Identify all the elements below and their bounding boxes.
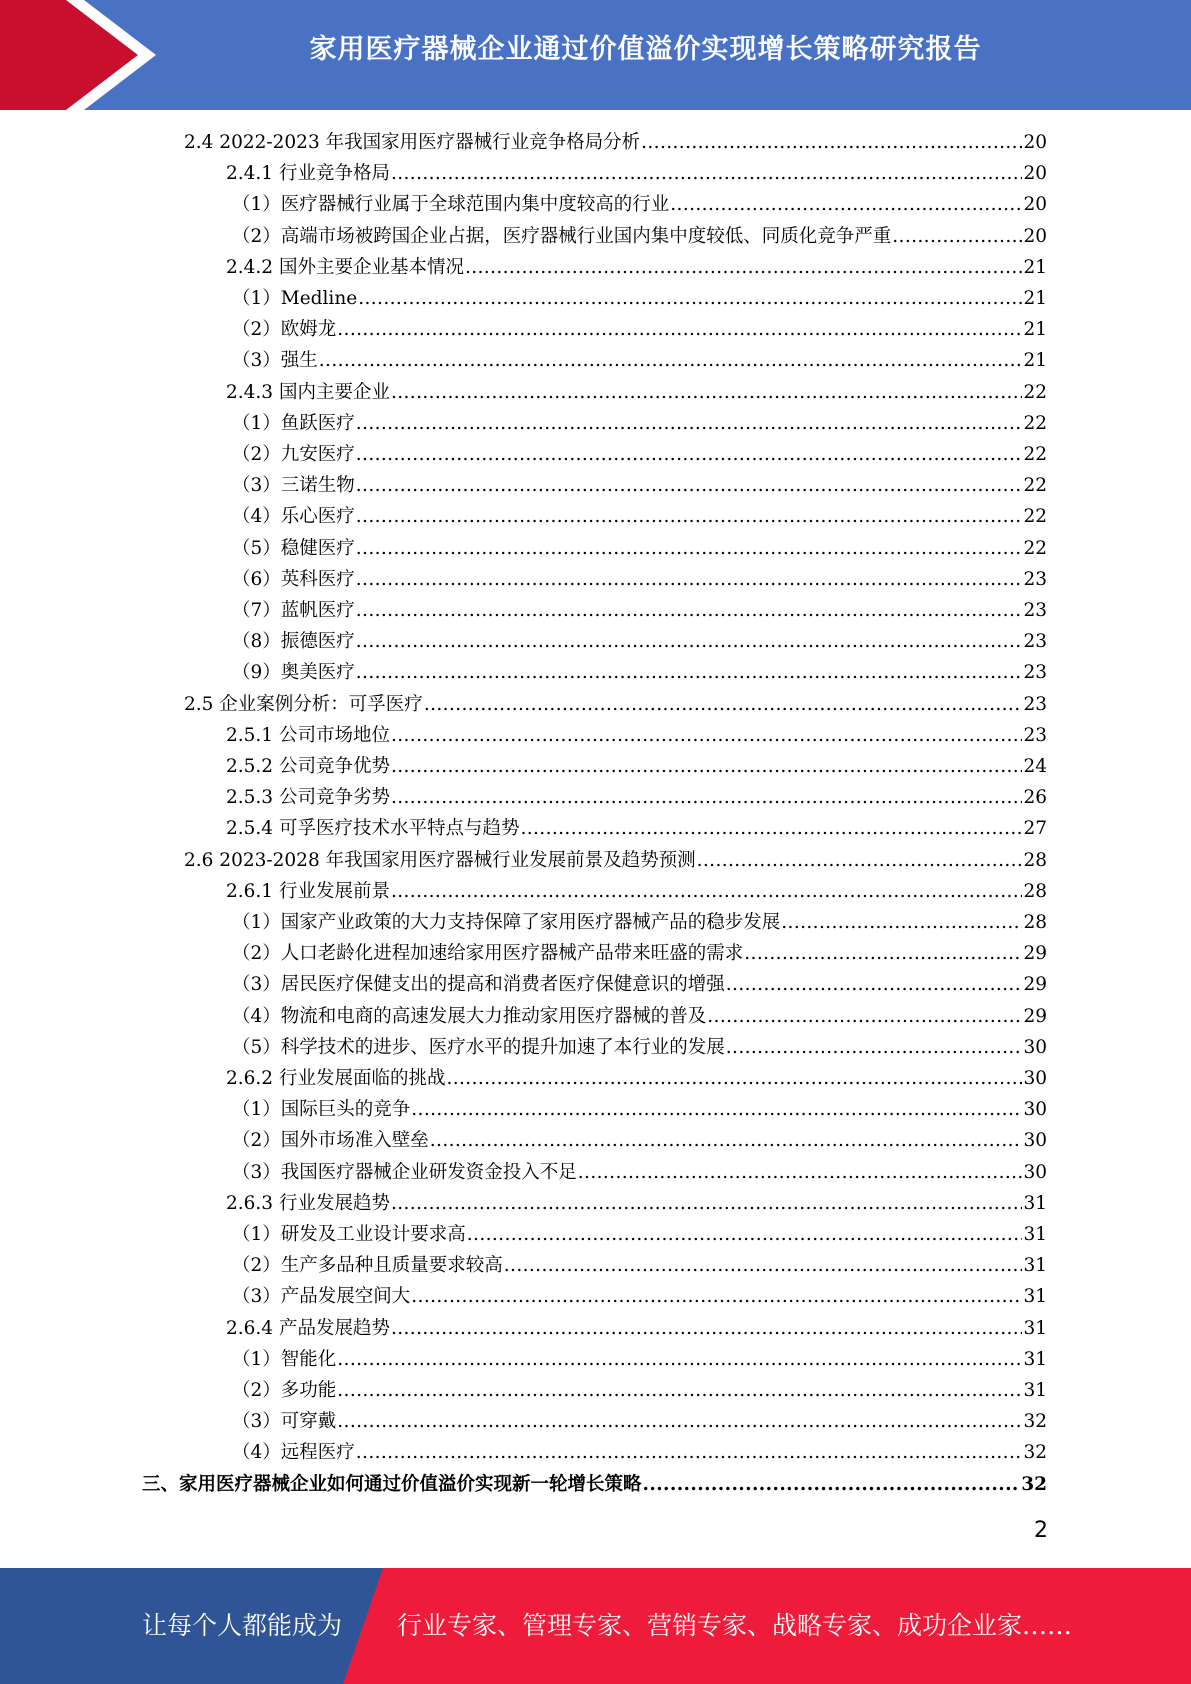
toc-dot-leader bbox=[337, 1380, 1022, 1401]
toc-entry-label: （3）产品发展空间大 bbox=[232, 1286, 411, 1308]
toc-dot-leader bbox=[446, 1068, 1022, 1089]
toc-entry-page: 23 bbox=[1023, 662, 1047, 684]
toc-entry[interactable] bbox=[226, 1314, 1047, 1345]
toc-entry[interactable] bbox=[232, 1376, 1047, 1407]
toc-entry-label: 2.5.4 可孚医疗技术水平特点与趋势 bbox=[226, 818, 520, 840]
report-title: 家用医疗器械企业通过价值溢价实现增长策略研究报告 bbox=[309, 34, 982, 65]
toc-entry-label: （2）多功能 bbox=[232, 1380, 337, 1401]
toc-entry[interactable] bbox=[232, 1220, 1047, 1251]
toc-dot-leader bbox=[670, 194, 1022, 215]
toc-entry[interactable] bbox=[232, 658, 1047, 689]
toc-entry-page: 30 bbox=[1023, 1130, 1047, 1152]
toc-entry-label: （4）乐心医疗 bbox=[232, 506, 355, 528]
toc-dot-leader bbox=[358, 288, 1022, 309]
toc-dot-leader bbox=[391, 1318, 1022, 1339]
toc-dot-leader bbox=[356, 413, 1023, 434]
toc-entry[interactable] bbox=[226, 814, 1047, 845]
toc-entry[interactable] bbox=[226, 1189, 1047, 1220]
toc-entry-label: （2）生产多品种且质量要求较高 bbox=[232, 1255, 503, 1277]
toc-dot-leader bbox=[726, 1037, 1023, 1058]
toc-entry-page: 30 bbox=[1023, 1036, 1047, 1058]
toc-entry-label: （5）稳健医疗 bbox=[232, 537, 355, 559]
toc-dot-leader bbox=[356, 475, 1023, 496]
toc-entry-page: 23 bbox=[1023, 600, 1047, 621]
toc-entry-label: （7）蓝帆医疗 bbox=[232, 600, 355, 621]
toc-entry[interactable] bbox=[226, 378, 1047, 409]
toc-entry[interactable] bbox=[184, 846, 1047, 877]
footer-slogan-left: 让每个人都能成为 bbox=[142, 1611, 343, 1640]
toc-entry-page: 31 bbox=[1023, 1348, 1047, 1370]
toc-entry-page: 26 bbox=[1023, 787, 1047, 809]
toc-entry[interactable] bbox=[232, 346, 1047, 377]
toc-entry[interactable] bbox=[232, 1438, 1047, 1469]
toc-entry-label: （2）国外市场准入壁垒 bbox=[232, 1130, 429, 1152]
toc-dot-leader bbox=[391, 163, 1022, 184]
toc-entry-page: 27 bbox=[1023, 818, 1047, 840]
toc-dot-leader bbox=[578, 1162, 1023, 1183]
toc-dot-leader bbox=[337, 1349, 1022, 1370]
toc-entry[interactable] bbox=[232, 908, 1047, 939]
toc-entry[interactable] bbox=[232, 409, 1047, 440]
toc-entry[interactable] bbox=[232, 1251, 1047, 1282]
toc-entry[interactable] bbox=[184, 690, 1047, 721]
toc-entry-page: 30 bbox=[1023, 1099, 1047, 1121]
toc-entry-label: 2.6.1 行业发展前景 bbox=[226, 880, 390, 902]
toc-entry-label: （2）九安医疗 bbox=[232, 444, 355, 465]
toc-entry[interactable] bbox=[232, 1095, 1047, 1126]
toc-dot-leader bbox=[391, 725, 1022, 746]
toc-entry-page: 32 bbox=[1021, 1473, 1047, 1495]
page-header bbox=[0, 0, 1191, 110]
toc-entry[interactable] bbox=[184, 128, 1047, 159]
toc-dot-leader bbox=[641, 132, 1022, 153]
toc-entry-label: 2.5.2 公司竞争优势 bbox=[226, 756, 390, 777]
toc-entry[interactable] bbox=[232, 565, 1047, 596]
toc-entry-label: （3）我国医疗器械企业研发资金投入不足 bbox=[232, 1161, 577, 1183]
toc-dot-leader bbox=[520, 818, 1022, 839]
toc-entry-page: 31 bbox=[1023, 1286, 1047, 1308]
toc-entry-page: 22 bbox=[1023, 475, 1047, 497]
toc-entry-label: 2.4.2 国外主要企业基本情况 bbox=[226, 256, 464, 278]
toc-entry[interactable] bbox=[232, 190, 1047, 221]
toc-entry-page: 22 bbox=[1023, 444, 1047, 465]
toc-entry-label: （2）高端市场被跨国企业占据，医疗器械行业国内集中度较低、同质化竞争严重 bbox=[232, 225, 892, 247]
toc-entry[interactable] bbox=[232, 284, 1047, 315]
toc-entry-page: 31 bbox=[1023, 1255, 1047, 1277]
toc-dot-leader bbox=[356, 569, 1023, 590]
toc-entry-label: 2.5.1 公司市场地位 bbox=[226, 724, 390, 746]
toc-entry-label: 2.6.3 行业发展趋势 bbox=[226, 1192, 390, 1214]
toc-entry-label: 2.4.3 国内主要企业 bbox=[226, 381, 390, 403]
toc-entry-page: 28 bbox=[1023, 912, 1047, 933]
toc-dot-leader bbox=[356, 1442, 1023, 1463]
toc-entry-page: 21 bbox=[1023, 288, 1047, 309]
toc-entry-page: 21 bbox=[1023, 319, 1047, 341]
toc-entry-label: （2）欧姆龙 bbox=[232, 319, 337, 341]
toc-entry-label: 2.6.4 产品发展趋势 bbox=[226, 1317, 390, 1339]
toc-dot-leader bbox=[411, 1286, 1022, 1307]
toc-entry[interactable] bbox=[232, 1002, 1047, 1033]
toc-entry[interactable] bbox=[232, 1033, 1047, 1064]
toc-entry-page: 30 bbox=[1023, 1161, 1047, 1183]
toc-entry-page: 23 bbox=[1023, 693, 1047, 715]
toc-dot-leader bbox=[356, 600, 1023, 621]
toc-entry-label: 2.6 2023-2028 年我国家用医疗器械行业发展前景及趋势预测 bbox=[184, 849, 696, 871]
toc-entry-label: （6）英科医疗 bbox=[232, 568, 355, 590]
toc-entry-page: 29 bbox=[1023, 974, 1047, 996]
toc-dot-leader bbox=[697, 850, 1023, 871]
toc-dot-leader bbox=[643, 1474, 1021, 1495]
toc-entry-page: 31 bbox=[1023, 1380, 1047, 1401]
toc-dot-leader bbox=[391, 881, 1022, 902]
toc-entry-page: 31 bbox=[1023, 1317, 1047, 1339]
toc-entry-label: （1）医疗器械行业属于全球范围内集中度较高的行业 bbox=[232, 194, 670, 216]
toc-dot-leader bbox=[337, 319, 1022, 340]
toc-dot-leader bbox=[356, 506, 1023, 527]
toc-dot-leader bbox=[707, 1006, 1022, 1027]
toc-entry[interactable] bbox=[232, 471, 1047, 502]
toc-entry[interactable] bbox=[232, 939, 1047, 970]
toc-dot-leader bbox=[391, 787, 1022, 808]
toc-entry[interactable] bbox=[232, 596, 1047, 627]
toc-entry-page: 22 bbox=[1023, 537, 1047, 559]
toc-dot-leader bbox=[391, 756, 1022, 777]
toc-dot-leader bbox=[319, 350, 1023, 371]
toc-entry-page: 21 bbox=[1023, 350, 1047, 372]
toc-dot-leader bbox=[504, 1255, 1023, 1276]
toc-entry-page: 28 bbox=[1023, 849, 1047, 871]
toc-dot-leader bbox=[356, 538, 1023, 559]
toc-entry-label: 2.4.1 行业竞争格局 bbox=[226, 163, 390, 185]
toc-entry-page: 24 bbox=[1023, 756, 1047, 777]
toc-entry-page: 23 bbox=[1023, 568, 1047, 590]
toc-dot-leader bbox=[744, 943, 1022, 964]
toc-dot-leader bbox=[391, 1193, 1022, 1214]
toc-entry-label: （1）鱼跃医疗 bbox=[232, 412, 355, 434]
toc-entry[interactable] bbox=[226, 877, 1047, 908]
toc-entry-page: 22 bbox=[1023, 506, 1047, 528]
page-number: 2 bbox=[1034, 1518, 1048, 1543]
toc-dot-leader bbox=[356, 444, 1023, 465]
toc-entry[interactable] bbox=[232, 315, 1047, 346]
page-footer bbox=[0, 1568, 1191, 1684]
toc-entry[interactable] bbox=[232, 534, 1047, 565]
toc-entry-label: （1）智能化 bbox=[232, 1348, 337, 1370]
toc-entry-label: （3）居民医疗保健支出的提高和消费者医疗保健意识的增强 bbox=[232, 974, 725, 996]
toc-entry-label: 2.5 企业案例分析：可孚医疗 bbox=[184, 693, 423, 715]
toc-entry-label: 2.5.3 公司竞争劣势 bbox=[226, 787, 390, 809]
toc-entry[interactable] bbox=[232, 1126, 1047, 1157]
toc-entry-page: 29 bbox=[1023, 943, 1047, 965]
toc-entry-label: （3）三诺生物 bbox=[232, 475, 355, 497]
toc-entry[interactable] bbox=[226, 253, 1047, 284]
toc-entry[interactable] bbox=[232, 970, 1047, 1001]
toc-dot-leader bbox=[411, 1099, 1022, 1120]
toc-entry-page: 32 bbox=[1023, 1411, 1047, 1433]
toc-entry-page: 20 bbox=[1023, 163, 1047, 185]
toc-entry-label: （1）Medline bbox=[232, 288, 358, 309]
toc-entry[interactable] bbox=[226, 783, 1047, 814]
toc-dot-leader bbox=[356, 631, 1023, 652]
toc-entry[interactable] bbox=[232, 1282, 1047, 1313]
toc-dot-leader bbox=[356, 662, 1023, 683]
toc-dot-leader bbox=[430, 1130, 1023, 1151]
toc-entry-page: 20 bbox=[1023, 225, 1047, 247]
toc-entry-label: 三、家用医疗器械企业如何通过价值溢价实现新一轮增长策略 bbox=[142, 1473, 642, 1495]
toc-entry-label: （9）奥美医疗 bbox=[232, 662, 355, 684]
toc-dot-leader bbox=[781, 912, 1022, 933]
footer-slogan-right: 行业专家、管理专家、营销专家、战略专家、成功企业家…… bbox=[397, 1611, 1073, 1640]
toc-entry[interactable] bbox=[142, 1470, 1047, 1501]
toc-entry[interactable] bbox=[232, 1345, 1047, 1376]
toc-entry-label: 2.4 2022-2023 年我国家用医疗器械行业竞争格局分析 bbox=[184, 132, 641, 153]
toc-entry[interactable] bbox=[226, 159, 1047, 190]
toc-entry[interactable] bbox=[226, 1064, 1047, 1095]
toc-entry-label: （1）国际巨头的竞争 bbox=[232, 1099, 411, 1121]
toc-entry-page: 23 bbox=[1023, 724, 1047, 746]
toc-entry[interactable] bbox=[232, 627, 1047, 658]
toc-entry-page: 23 bbox=[1023, 631, 1047, 653]
toc-entry[interactable] bbox=[232, 1158, 1047, 1189]
toc-entry-page: 20 bbox=[1023, 194, 1047, 216]
toc-entry-page: 32 bbox=[1023, 1442, 1047, 1464]
toc-entry-page: 31 bbox=[1023, 1224, 1047, 1245]
toc-entry-label: （4）物流和电商的高速发展大力推动家用医疗器械的普及 bbox=[232, 1005, 707, 1027]
toc-dot-leader bbox=[391, 382, 1022, 403]
toc-entry-page: 21 bbox=[1023, 256, 1047, 278]
toc-dot-leader bbox=[424, 694, 1023, 715]
toc-entry-page: 22 bbox=[1023, 412, 1047, 434]
toc-entry-label: （4）远程医疗 bbox=[232, 1442, 355, 1464]
toc-entry-label: （1）研发及工业设计要求高 bbox=[232, 1224, 466, 1245]
toc-dot-leader bbox=[465, 257, 1022, 278]
toc-entry-label: （2）人口老龄化进程加速给家用医疗器械产品带来旺盛的需求 bbox=[232, 943, 744, 965]
toc-dot-leader bbox=[726, 974, 1023, 995]
toc-dot-leader bbox=[892, 226, 1022, 247]
toc-entry-label: （1）国家产业政策的大力支持保障了家用医疗器械产品的稳步发展 bbox=[232, 912, 781, 933]
toc-entry-page: 30 bbox=[1023, 1068, 1047, 1089]
toc-entry-page: 22 bbox=[1023, 381, 1047, 403]
toc-entry-label: （3）可穿戴 bbox=[232, 1411, 337, 1433]
toc-entry[interactable] bbox=[232, 1407, 1047, 1438]
toc-entry-page: 29 bbox=[1023, 1005, 1047, 1027]
toc-entry[interactable] bbox=[232, 440, 1047, 471]
toc-entry[interactable] bbox=[226, 721, 1047, 752]
toc-dot-leader bbox=[467, 1224, 1023, 1245]
toc-entry-label: （5）科学技术的进步、医疗水平的提升加速了本行业的发展 bbox=[232, 1036, 725, 1058]
toc-entry[interactable] bbox=[232, 222, 1047, 253]
toc-entry[interactable] bbox=[226, 752, 1047, 783]
toc-entry-page: 31 bbox=[1023, 1192, 1047, 1214]
toc-entry[interactable] bbox=[232, 502, 1047, 533]
toc-entry-label: （3）强生 bbox=[232, 350, 318, 372]
toc-entry-page: 28 bbox=[1023, 880, 1047, 902]
toc-entry-label: 2.6.2 行业发展面临的挑战 bbox=[226, 1068, 446, 1089]
toc-dot-leader bbox=[337, 1411, 1022, 1432]
toc-entry-label: （8）振德医疗 bbox=[232, 631, 355, 653]
toc-entry-page: 20 bbox=[1023, 132, 1047, 153]
